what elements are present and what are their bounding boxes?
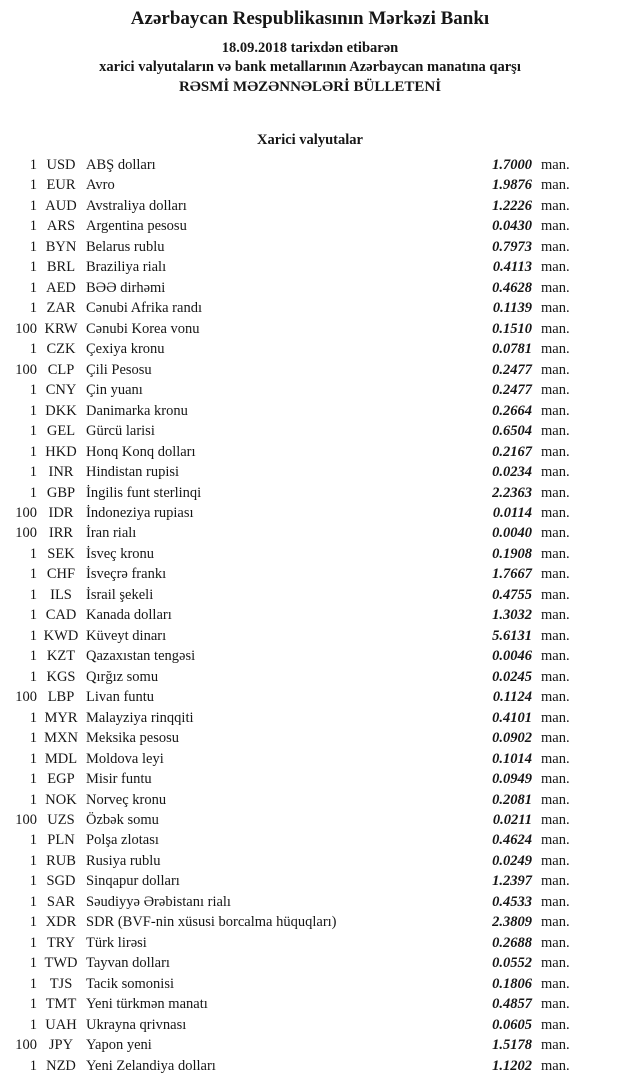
currency-name: Malayziya rinqqiti [86,709,194,726]
rate-row [0,585,620,605]
rate-value: 0.0552 [492,955,532,972]
quantity: 1 [29,750,37,767]
currency-name: ABŞ dolları [86,157,156,173]
currency-name: İran rialı [86,525,137,542]
rate-row [0,503,620,523]
rate-row [0,994,620,1014]
rate-row [0,790,620,810]
unit-label: man. [541,279,570,296]
currency-name: Avro [86,177,115,194]
currency-name: İsrail şekeli [86,586,154,603]
currency-code: IRR [48,525,74,542]
currency-name: Hindistan rupisi [86,464,180,481]
quantity: 1 [29,668,37,685]
currency-name: Çin yuanı [86,382,143,399]
quantity: 1 [29,218,37,235]
unit-label: man. [541,382,570,399]
currency-code: ILS [50,586,72,603]
currency-code: NZD [46,1057,76,1073]
currency-code: KZT [46,648,76,665]
currency-name: İngilis funt sterlinqi [86,484,202,501]
unit-label: man. [541,771,570,788]
currency-name: SDR (BVF-nin xüsusi borcalma hüquqları) [86,914,337,931]
currency-name: Səudiyyə Ərəbistanı rialı [86,893,231,910]
bulletin-subtitle: xarici valyutaların və bank metallarının Azərbaycan manatına qarşı [99,59,521,75]
currency-code: LBP [47,689,75,706]
currency-code: SEK [47,545,75,562]
rate-value: 1.7667 [492,566,532,583]
unit-label: man. [541,975,570,992]
quantity: 1 [29,1016,37,1033]
quantity: 1 [29,893,37,910]
rate-row [0,851,620,871]
rate-row [0,892,620,912]
quantity: 1 [29,197,37,214]
rate-value: 0.6504 [492,423,532,440]
rate-value: 0.1510 [492,320,532,337]
unit-label: man. [541,750,570,767]
quantity: 100 [15,812,37,828]
currency-name: Avstraliya dolları [86,197,187,214]
currency-name: İndoneziya rupiası [86,504,194,521]
currency-name: Gürcü larisi [86,423,155,440]
effective-date: 18.09.2018 tarixdən etibarən [221,40,399,56]
currency-code: CZK [46,341,76,358]
currency-code: SAR [46,893,76,910]
rate-row [0,1035,620,1055]
unit-label: man. [541,668,570,685]
currency-name: Rusiya rublu [86,852,161,869]
rate-row [0,544,620,564]
currency-name: Yeni türkmən manatı [86,996,208,1013]
quantity: 1 [29,464,37,481]
rate-row [0,196,620,216]
quantity: 100 [15,689,37,706]
rate-row [0,483,620,503]
rate-value: 0.0046 [492,648,532,665]
rate-row [0,1056,620,1073]
currency-code: GEL [46,423,76,440]
rate-row [0,462,620,482]
currency-code: CAD [45,607,77,624]
quantity: 1 [29,873,37,890]
quantity: 100 [15,525,37,542]
unit-label: man. [541,893,570,910]
currency-code: JPY [48,1037,74,1054]
rate-value: 5.6131 [492,627,532,644]
rate-row [0,216,620,236]
quantity: 1 [29,545,37,562]
rate-value: 0.4628 [492,279,532,296]
rate-row [0,237,620,257]
currency-name: Küveyt dinarı [86,627,167,644]
unit-label: man. [541,197,570,214]
quantity: 1 [29,382,37,399]
quantity: 1 [29,730,37,747]
rate-row [0,175,620,195]
rate-value: 0.0605 [492,1016,532,1033]
quantity: 1 [29,996,37,1013]
currency-name: Braziliya rialı [86,259,167,276]
currency-code: AUD [45,197,77,214]
rate-value: 1.3032 [492,607,532,624]
unit-label: man. [541,177,570,194]
rate-row [0,974,620,994]
currency-name: Yapon yeni [86,1037,152,1054]
rate-value: 1.2226 [492,197,532,214]
unit-label: man. [541,586,570,603]
rate-value: 0.0114 [492,504,532,521]
rate-row [0,298,620,318]
rate-value: 0.2167 [492,443,532,460]
section-title-foreign-currencies: Xarici valyutalar [257,132,363,148]
currency-name: Norveç kronu [86,791,167,808]
rate-row [0,319,620,339]
currency-code: NOK [45,791,77,808]
rate-value: 0.0040 [492,525,532,542]
unit-label: man. [541,300,570,317]
rate-value: 0.2477 [492,361,532,378]
unit-label: man. [541,812,570,828]
rate-value: 1.1202 [492,1057,532,1073]
quantity: 1 [29,566,37,583]
rate-row [0,728,620,748]
unit-label: man. [541,525,570,542]
unit-label: man. [541,627,570,644]
quantity: 1 [29,791,37,808]
quantity: 1 [29,648,37,665]
rate-value: 0.2688 [492,934,532,951]
quantity: 1 [29,259,37,276]
unit-label: man. [541,1037,570,1054]
rate-row [0,810,620,830]
currency-code: KWD [43,627,79,644]
rate-value: 0.2477 [492,382,532,399]
rate-value: 0.4755 [492,586,532,603]
unit-label: man. [541,832,570,849]
quantity: 1 [29,238,37,255]
currency-name: Ukrayna qrivnası [86,1016,187,1033]
unit-label: man. [541,689,570,706]
unit-label: man. [541,484,570,501]
rate-value: 0.0430 [492,218,532,235]
currency-name: Tacik somonisi [86,975,174,992]
rate-value: 1.5178 [492,1037,532,1054]
rate-row [0,769,620,789]
rate-row [0,667,620,687]
unit-label: man. [541,914,570,931]
rate-row [0,749,620,769]
unit-label: man. [541,320,570,337]
rate-row [0,380,620,400]
currency-code: TWD [44,955,78,972]
rate-value: 0.0234 [492,464,532,481]
quantity: 1 [29,975,37,992]
rate-value: 0.0249 [492,852,532,869]
unit-label: man. [541,464,570,481]
currency-code: MYR [44,709,78,726]
quantity: 1 [29,423,37,440]
currency-name: Meksika pesosu [86,730,180,747]
quantity: 1 [29,443,37,460]
rate-row [0,708,620,728]
unit-label: man. [541,955,570,972]
unit-label: man. [541,341,570,358]
currency-name: Cənubi Korea vonu [86,320,200,337]
rate-value: 1.9876 [492,177,532,194]
currency-name: İsveç kronu [86,545,155,562]
currency-code: IDR [48,504,74,521]
rate-value: 0.1908 [492,545,532,562]
quantity: 1 [29,402,37,419]
currency-name: Kanada dolları [86,607,172,624]
rate-row [0,626,620,646]
quantity: 1 [29,341,37,358]
unit-label: man. [541,996,570,1013]
rate-row [0,442,620,462]
unit-label: man. [541,157,570,173]
currency-code: BYN [45,238,77,255]
rate-row [0,257,620,277]
unit-label: man. [541,873,570,890]
currency-name: BƏƏ dirhəmi [86,279,166,296]
unit-label: man. [541,934,570,951]
currency-code: MXN [44,730,78,747]
rate-value: 1.2397 [492,873,532,890]
rate-value: 0.1014 [492,750,532,767]
currency-code: TRY [46,934,76,951]
currency-name: Danimarka kronu [86,402,188,419]
currency-code: HKD [45,443,77,460]
rate-value: 0.2664 [492,402,532,419]
currency-name: Qazaxıstan tengəsi [86,648,196,665]
quantity: 1 [29,157,37,173]
quantity: 1 [29,607,37,624]
exchange-rates-table [0,155,620,1073]
unit-label: man. [541,238,570,255]
currency-code: KRW [44,320,78,337]
quantity: 1 [29,1057,37,1073]
unit-label: man. [541,730,570,747]
currency-code: XDR [45,914,77,931]
unit-label: man. [541,791,570,808]
currency-code: INR [48,464,74,481]
currency-code: AED [46,279,76,296]
quantity: 1 [29,484,37,501]
currency-code: CNY [45,382,77,399]
unit-label: man. [541,259,570,276]
unit-label: man. [541,218,570,235]
quantity: 1 [29,771,37,788]
rate-row [0,421,620,441]
quantity: 1 [29,627,37,644]
currency-name: Çexiya kronu [86,341,165,358]
quantity: 100 [15,504,37,521]
currency-name: Polşa zlotası [86,832,159,849]
quantity: 100 [15,1037,37,1054]
quantity: 1 [29,709,37,726]
rate-row [0,339,620,359]
currency-name: Özbək somu [86,812,159,828]
rate-value: 0.0211 [492,812,532,828]
currency-name: Argentina pesosu [86,218,187,235]
rate-row [0,360,620,380]
currency-name: Honq Konq dolları [86,443,196,460]
currency-code: TMT [45,996,77,1013]
rate-value: 0.4101 [492,709,532,726]
currency-code: EUR [46,177,76,194]
rate-value: 0.4624 [492,832,532,849]
currency-code: GBP [46,484,76,501]
quantity: 1 [29,586,37,603]
currency-name: Cənubi Afrika randı [86,300,202,317]
bank-name: Azərbaycan Respublikasının Mərkəzi Bankı [130,8,490,29]
quantity: 1 [29,934,37,951]
rate-row [0,401,620,421]
unit-label: man. [541,545,570,562]
currency-code: TJS [49,975,73,992]
rate-value: 1.7000 [492,157,532,173]
unit-label: man. [541,648,570,665]
unit-label: man. [541,607,570,624]
currency-name: İsveçrə frankı [86,566,167,583]
unit-label: man. [541,709,570,726]
rate-row [0,278,620,298]
currency-name: Moldova leyi [86,750,164,767]
quantity: 1 [29,832,37,849]
currency-code: ARS [46,218,76,235]
rate-value: 0.0245 [492,668,532,685]
unit-label: man. [541,852,570,869]
currency-name: Yeni Zelandiya dolları [86,1057,216,1073]
currency-code: CLP [47,361,75,378]
unit-label: man. [541,361,570,378]
rate-row [0,155,620,175]
rate-row [0,523,620,543]
currency-name: Sinqapur dolları [86,873,180,890]
currency-code: UZS [47,812,75,828]
currency-name: Livan funtu [86,689,155,706]
quantity: 1 [29,914,37,931]
rate-value: 0.0781 [492,341,532,358]
rate-row [0,564,620,584]
quantity: 100 [15,320,37,337]
unit-label: man. [541,566,570,583]
unit-label: man. [541,423,570,440]
currency-code: SGD [46,873,76,890]
rate-value: 2.3809 [492,914,532,931]
currency-name: Türk lirəsi [86,934,147,951]
rate-value: 0.7973 [492,238,532,255]
quantity: 1 [29,300,37,317]
rate-value: 0.0902 [492,730,532,747]
currency-code: RUB [46,852,76,869]
rate-row [0,687,620,707]
quantity: 1 [29,955,37,972]
quantity: 1 [29,279,37,296]
rate-row [0,605,620,625]
rate-value: 0.1124 [492,689,532,706]
rate-row [0,646,620,666]
currency-code: DKK [45,402,77,419]
currency-code: KGS [46,668,76,685]
currency-name: Belarus rublu [86,238,165,255]
unit-label: man. [541,1016,570,1033]
currency-name: Qırğız somu [86,668,159,685]
rate-value: 0.4533 [492,893,532,910]
currency-name: Tayvan dolları [86,955,170,972]
rate-row [0,953,620,973]
currency-code: ZAR [46,300,76,317]
currency-code: CHF [46,566,76,583]
currency-code: BRL [46,259,76,276]
rate-value: 0.1139 [492,300,532,317]
currency-code: EGP [47,771,75,788]
bulletin-header [0,0,620,97]
rate-row [0,871,620,891]
currency-name: Misir funtu [86,771,152,788]
currency-name: Çili Pesosu [86,361,152,378]
currency-code: UAH [45,1016,77,1033]
currency-code: USD [46,157,76,173]
rate-value: 0.4857 [492,996,532,1013]
unit-label: man. [541,443,570,460]
rate-value: 0.1806 [492,975,532,992]
unit-label: man. [541,1057,570,1073]
unit-label: man. [541,402,570,419]
currency-code: MDL [44,750,78,767]
quantity: 100 [15,361,37,378]
quantity: 1 [29,852,37,869]
rate-value: 0.0949 [492,771,532,788]
rate-row [0,912,620,932]
rate-value: 0.2081 [492,791,532,808]
unit-label: man. [541,504,570,521]
rate-row [0,1015,620,1035]
quantity: 1 [29,177,37,194]
rate-row [0,933,620,953]
currency-code: PLN [47,832,75,849]
rate-value: 2.2363 [492,484,532,501]
rate-value: 0.4113 [492,259,532,276]
rate-row [0,830,620,850]
bulletin-title: RƏSMİ MƏZƏNNƏLƏRİ BÜLLETENİ [178,79,442,95]
